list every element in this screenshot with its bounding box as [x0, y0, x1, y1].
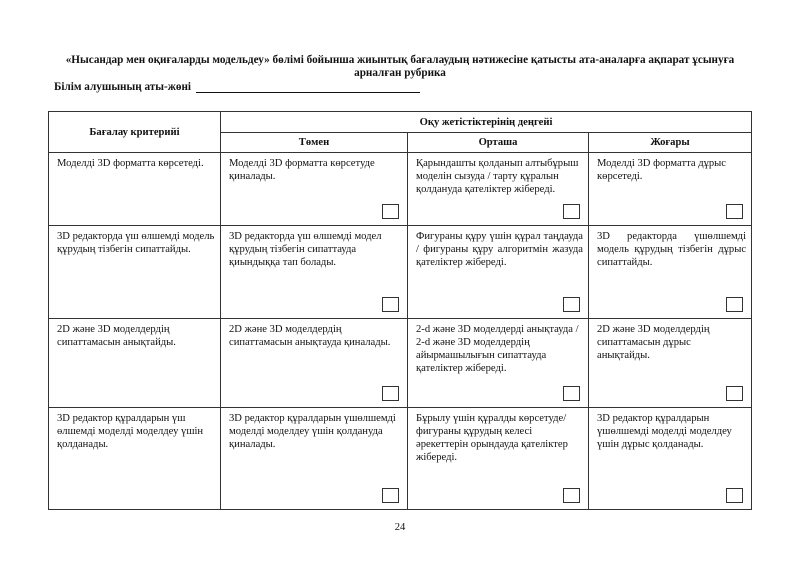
descriptor-high: 3D редактор құралдарын үшөлшемді моделді моделдеу үшін дұрыс қолданады. [597, 413, 732, 450]
student-name-label: Білім алушының аты-жөні [54, 81, 191, 93]
descriptor-mid: 2-d және 3D моделдерді анықтауда / 2-d және 3D моделдердің айырмашылығын сипаттауда қателіктер жібереді. [416, 324, 579, 374]
checkbox-high[interactable] [726, 297, 743, 312]
checkbox-mid[interactable] [563, 488, 580, 503]
criterion-cell: 3D редакторда үш өлшемді модель құрудың тізбегін сипаттайды. [57, 231, 215, 255]
criterion-cell: 3D редактор құралдарын үш өлшемді моделді моделдеу үшін қолданады. [57, 413, 204, 450]
table-row [49, 226, 752, 319]
descriptor-low: 2D және 3D моделдердің сипаттамасын анықтауда қиналады. [229, 324, 391, 348]
checkbox-high[interactable] [726, 488, 743, 503]
checkbox-low[interactable] [382, 204, 399, 219]
criterion-cell: 2D және 3D моделдердің сипаттамасын анықтайды. [57, 324, 176, 348]
checkbox-low[interactable] [382, 386, 399, 401]
rubric-table [48, 111, 752, 510]
descriptor-high: 3D редакторда үшөлшемді модель құрудың тізбегін дұрыс сипаттайды. [597, 231, 747, 268]
descriptor-mid: Фигураны құру үшін құрал таңдауда / фигураны құру алгоритмін жазуда қателіктер жібереді. [416, 231, 583, 268]
descriptor-mid: Бұрылу үшін құралды көрсетуде/ фигураны құрудың келесі әрекеттерін орындауда қателіктер жібереді. [416, 413, 568, 463]
level-low-header: Төмен [221, 133, 408, 153]
level-mid-header: Орташа [408, 133, 589, 153]
student-name-field [54, 81, 420, 93]
descriptor-low: Моделді 3D форматта көрсетуде қиналады. [229, 158, 375, 182]
rubric-title: «Нысандар мен оқиғаларды модельдеу» бөлімі бойынша жиынтық бағалаудың нәтижесіне қатысты ата-аналарға ақпарат ұсынуға арналған рубрика [65, 54, 735, 79]
checkbox-mid[interactable] [563, 386, 580, 401]
criteria-header: Бағалау критерийі [49, 112, 221, 153]
checkbox-high[interactable] [726, 204, 743, 219]
checkbox-mid[interactable] [563, 297, 580, 312]
checkbox-low[interactable] [382, 297, 399, 312]
table-row [49, 319, 752, 408]
descriptor-low: 3D редакторда үш өлшемді модел құрудың тізбегін сипаттауда қиындыққа тап болады. [229, 231, 382, 268]
student-name-blank-line[interactable] [196, 82, 420, 93]
criterion-cell: Моделді 3D форматта көрсетеді. [57, 158, 204, 169]
checkbox-high[interactable] [726, 386, 743, 401]
descriptor-mid: Қарындашты қолданып алтыбұрыш моделін сызуда / тарту құралын қолдануда қателіктер жібереді. [416, 158, 579, 195]
descriptor-high: Моделді 3D форматта дұрыс көрсетеді. [597, 158, 727, 182]
level-high-header: Жоғары [589, 133, 752, 153]
descriptor-high: 2D және 3D моделдердің сипаттамасын дұрыс анықтайды. [597, 324, 710, 361]
table-row [49, 408, 752, 510]
descriptor-low: 3D редактор құралдарын үшөлшемді моделді моделдеу үшін қолдануда қиналады. [229, 413, 396, 450]
checkbox-low[interactable] [382, 488, 399, 503]
checkbox-mid[interactable] [563, 204, 580, 219]
levels-header: Оқу жетістіктерінің деңгейі [221, 112, 752, 133]
page-number: 24 [394, 522, 406, 533]
table-row [49, 153, 752, 226]
